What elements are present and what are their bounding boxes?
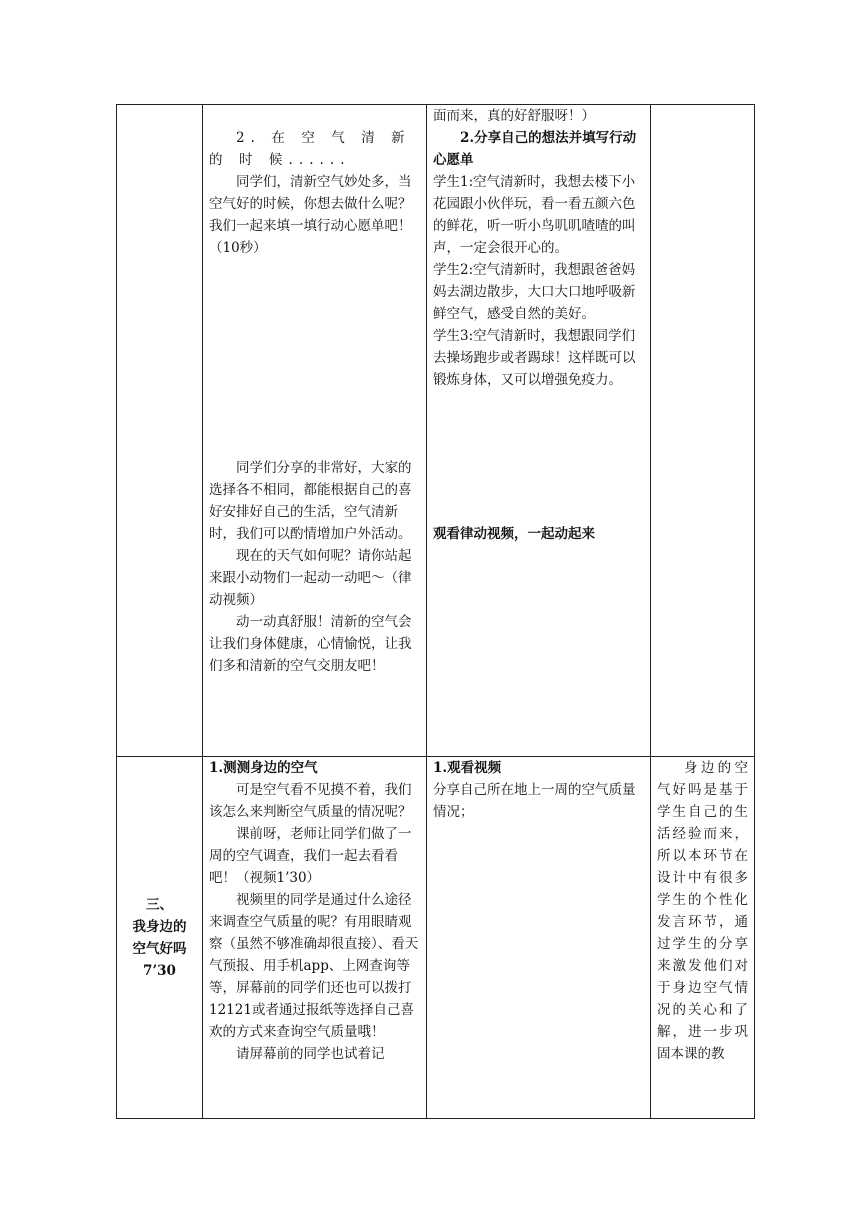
teacher-paragraph: 同学们，清新空气妙处多，当空气好的时候，你想去做什么呢？我们一起来填一填行动心愿单吧！（10秒） [209, 174, 412, 256]
stage-cell-empty [117, 105, 203, 757]
student-heading: 1.观看视频 [433, 760, 502, 776]
teacher-activity-cell [203, 757, 427, 1119]
teacher-paragraph: 动一动真舒服！清新的空气会让我们身体健康，心情愉悦，让我们多和清新的空气交朋友吧！ [209, 614, 412, 674]
design-notes-cell [651, 757, 755, 1119]
design-notes-text: 身边的空气好吗是基于学生自己的生活经验而来，所以本环节在设计中有很多学生的个性化发言环节，通过学生的分享来激发他们对于身边空气情况的关心和了解，进一步巩固本课的教 [657, 760, 748, 1062]
teacher-paragraph: 视频里的同学是通过什么途径来调查空气质量的呢？有用眼睛观察（虽然不够准确却很直接）、看天气预报、用手机app、上网查询等等，屏幕前的同学们还也可以拨打12121或者通过报纸等选择自己喜欢的方式来查询空气质量哦！ [209, 892, 419, 1040]
stage-title: 空气好吗 [132, 940, 187, 957]
student-activity-cell [427, 105, 651, 757]
teacher-heading: 2. 在 空 气 清 新 的 时 候...... [209, 130, 411, 168]
stage-cell [117, 757, 203, 1119]
student-heading: 2.分享自己的想法并填写行动心愿单 [433, 130, 637, 168]
teacher-paragraph: 请屏幕前的同学也试着记 [236, 1046, 385, 1062]
student-activity-cell [427, 757, 651, 1119]
student-carryover-text: 面而来，真的好舒服呀！） [433, 108, 595, 124]
design-notes-cell-empty [651, 105, 755, 757]
teacher-paragraph: 同学们分享的非常好，大家的选择各不相同，都能根据自己的喜好安排好自己的生活，空气清新时，我们可以酌情增加户外活动。 [209, 460, 412, 542]
table-row [117, 105, 755, 757]
teacher-activity-cell [203, 105, 427, 757]
stage-duration: 7’30 [143, 962, 176, 979]
table-row [117, 757, 755, 1119]
teacher-paragraph: 可是空气看不见摸不着，我们该怎么来判断空气质量的情况呢？ [209, 782, 412, 820]
lesson-plan-table [116, 104, 755, 1119]
student-answer: 学生1:空气清新时，我想去楼下小花园跟小伙伴玩，看一看五颜六色的鲜花，听一听小鸟叽叽喳喳的叫声，一定会很开心的。 [433, 174, 636, 256]
student-answer: 学生3:空气清新时，我想跟同学们去操场跑步或者踢球！这样既可以锻炼身体，又可以增强免疫力。 [433, 328, 636, 388]
student-video-activity: 观看律动视频，一起动起来 [433, 526, 595, 542]
stage-title: 我身边的 [132, 918, 187, 935]
stage-number: 三、 [146, 896, 173, 913]
teacher-paragraph: 现在的天气如何呢？请你站起来跟小动物们一起动一动吧～（律动视频） [209, 548, 412, 608]
student-paragraph: 分享自己所在地上一周的空气质量情况； [433, 782, 636, 820]
student-answer: 学生2:空气清新时，我想跟爸爸妈妈去湖边散步，大口大口地呼吸新鲜空气，感受自然的美好。 [433, 262, 636, 322]
teacher-heading: 1.测测身边的空气 [209, 760, 318, 776]
teacher-paragraph: 课前呀，老师让同学们做了一周的空气调查，我们一起去看看吧！（视频1’30） [209, 826, 412, 886]
